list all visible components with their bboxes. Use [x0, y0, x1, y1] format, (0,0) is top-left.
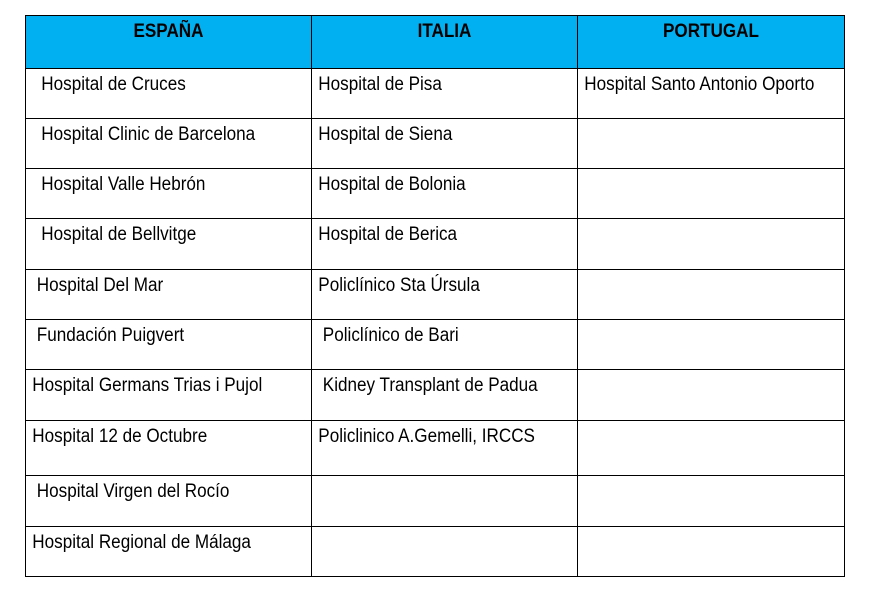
table-cell-espana: [26, 169, 312, 219]
cell-text: Fundación Puigvert: [36, 325, 185, 346]
header-espana: [26, 16, 312, 69]
table-row: [26, 270, 845, 320]
table-cell-italia: [312, 119, 578, 169]
cell-text: [578, 219, 817, 224]
table-row: [26, 69, 845, 119]
hospitals-table: [25, 15, 845, 577]
table-cell-espana: [26, 320, 312, 370]
cell-text: Hospital Del Mar: [36, 275, 164, 296]
cell-text: [578, 421, 817, 426]
header-italia: [312, 16, 578, 69]
cell-text: [312, 527, 551, 532]
table-row: [26, 219, 845, 270]
cell-text: [578, 270, 817, 275]
header-row: [26, 16, 845, 69]
cell-text: [312, 476, 551, 481]
table-cell-espana: [26, 421, 312, 476]
cell-text: Kidney Transplant de Padua: [322, 375, 538, 396]
table-cell-italia: [312, 527, 578, 577]
cell-text: Policlínico Sta Úrsula: [318, 275, 480, 296]
table-cell-portugal: [578, 320, 845, 370]
cell-text: [578, 119, 817, 124]
cell-text: [578, 527, 817, 532]
table-cell-portugal: [578, 527, 845, 577]
cell-text: Hospital Valle Hebrón: [41, 174, 206, 195]
table-cell-italia: [312, 320, 578, 370]
table-row: [26, 476, 845, 527]
cell-text: Hospital de Siena: [318, 124, 453, 145]
header-espana-label: ESPAÑA: [133, 21, 204, 42]
cell-text: Hospital Santo Antonio Oporto: [584, 74, 815, 95]
table-cell-espana: [26, 270, 312, 320]
table-cell-portugal: [578, 69, 845, 119]
table-cell-espana: [26, 219, 312, 270]
table-cell-portugal: [578, 119, 845, 169]
table-cell-italia: [312, 169, 578, 219]
cell-text: Policlinico A.Gemelli, IRCCS: [318, 426, 535, 447]
cell-text: Hospital 12 de Octubre: [32, 426, 208, 447]
cell-text: Hospital Clinic de Barcelona: [41, 124, 256, 145]
cell-text: [578, 169, 817, 174]
table-cell-espana: [26, 527, 312, 577]
cell-text: Hospital de Bolonia: [318, 174, 466, 195]
table-cell-portugal: [578, 370, 845, 421]
cell-text: Hospital de Cruces: [41, 74, 186, 95]
cell-text: Hospital Germans Trias i Pujol: [32, 375, 263, 396]
table-cell-espana: [26, 476, 312, 527]
table-cell-portugal: [578, 270, 845, 320]
table-row: [26, 527, 845, 577]
header-portugal: [578, 16, 845, 69]
table-cell-italia: [312, 476, 578, 527]
cell-text: Policlínico de Bari: [322, 325, 459, 346]
table-cell-portugal: [578, 421, 845, 476]
table-cell-italia: [312, 270, 578, 320]
table-cell-italia: [312, 370, 578, 421]
cell-text: Hospital Virgen del Rocío: [36, 481, 230, 502]
table-cell-italia: [312, 421, 578, 476]
cell-text: Hospital de Bellvitge: [41, 224, 197, 245]
table-cell-portugal: [578, 476, 845, 527]
cell-text: Hospital de Pisa: [318, 74, 442, 95]
header-italia-label: ITALIA: [417, 21, 472, 42]
table-row: [26, 119, 845, 169]
cell-text: [578, 476, 817, 481]
table-cell-portugal: [578, 169, 845, 219]
cell-text: Hospital de Berica: [318, 224, 458, 245]
table-row: [26, 320, 845, 370]
table-cell-italia: [312, 219, 578, 270]
table-cell-espana: [26, 370, 312, 421]
cell-text: [578, 320, 817, 325]
table-row: [26, 421, 845, 476]
table-cell-espana: [26, 119, 312, 169]
table-row: [26, 169, 845, 219]
table-row: [26, 370, 845, 421]
cell-text: [578, 370, 817, 375]
table-cell-portugal: [578, 219, 845, 270]
header-portugal-label: PORTUGAL: [663, 21, 759, 42]
table-cell-italia: [312, 69, 578, 119]
cell-text: Hospital Regional de Málaga: [32, 532, 251, 553]
table-cell-espana: [26, 69, 312, 119]
